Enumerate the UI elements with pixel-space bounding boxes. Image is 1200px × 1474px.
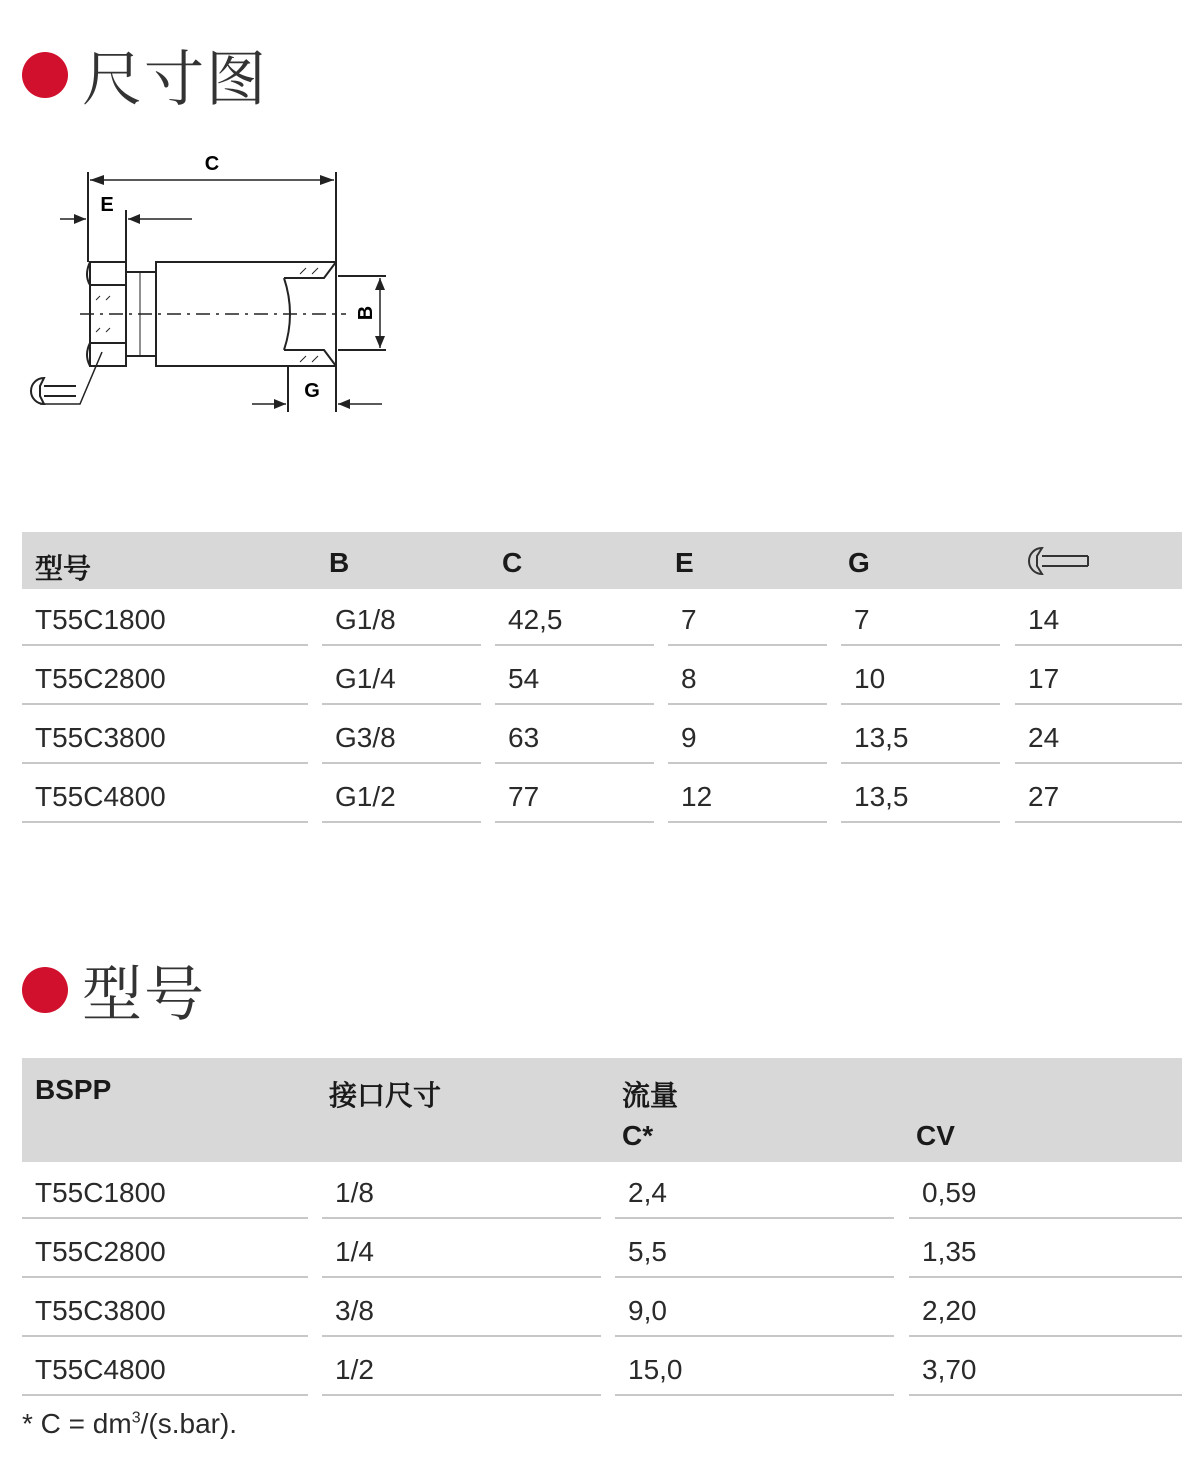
dimensions-table bbox=[22, 532, 1182, 825]
wrench-icon bbox=[1026, 544, 1090, 578]
table-cell: 24 bbox=[1015, 707, 1182, 764]
table-row bbox=[22, 1221, 1182, 1280]
table-row bbox=[22, 1339, 1182, 1398]
table-cell: 7 bbox=[668, 589, 827, 646]
table-cell: T55C2800 bbox=[22, 1221, 308, 1278]
table-body bbox=[22, 589, 1182, 825]
table-cell: 9 bbox=[668, 707, 827, 764]
table-cell: 2,20 bbox=[909, 1280, 1182, 1337]
table-cell: 1/4 bbox=[322, 1221, 601, 1278]
footnote bbox=[22, 1408, 237, 1440]
table-cell: G1/8 bbox=[322, 589, 481, 646]
table-body bbox=[22, 1162, 1182, 1398]
col-header-c-star: C* bbox=[622, 1120, 654, 1151]
section-title-models bbox=[22, 955, 206, 1030]
col-header-port-size: 接口尺寸 bbox=[329, 1080, 442, 1111]
section-title-dimensions bbox=[22, 40, 268, 115]
col-header-model: 型号 bbox=[35, 553, 92, 584]
dimension-drawing bbox=[0, 140, 420, 430]
red-bullet-icon bbox=[22, 967, 68, 1013]
table-cell: T55C1800 bbox=[22, 589, 308, 646]
table-cell: 1/2 bbox=[322, 1339, 601, 1396]
table-cell: 8 bbox=[668, 648, 827, 705]
col-header-g: G bbox=[848, 547, 870, 578]
table-cell: 63 bbox=[495, 707, 654, 764]
table-cell: 3/8 bbox=[322, 1280, 601, 1337]
table-cell: G1/2 bbox=[322, 766, 481, 823]
table-cell: 13,5 bbox=[841, 707, 1000, 764]
red-bullet-icon bbox=[22, 52, 68, 98]
table-cell: 17 bbox=[1015, 648, 1182, 705]
table-header bbox=[22, 1058, 1182, 1162]
table-cell: 1/8 bbox=[322, 1162, 601, 1219]
table-cell: 77 bbox=[495, 766, 654, 823]
table-cell: 5,5 bbox=[615, 1221, 894, 1278]
table-row bbox=[22, 589, 1182, 648]
table-cell: T55C4800 bbox=[22, 766, 308, 823]
table-cell: 3,70 bbox=[909, 1339, 1182, 1396]
col-header-bspp: BSPP bbox=[35, 1074, 112, 1105]
table-cell: 27 bbox=[1015, 766, 1182, 823]
table-cell: 13,5 bbox=[841, 766, 1000, 823]
section-title-text: 尺寸图 bbox=[82, 45, 268, 115]
table-cell: G3/8 bbox=[322, 707, 481, 764]
table-row bbox=[22, 1162, 1182, 1221]
footnote-superscript: 3 bbox=[131, 1409, 141, 1427]
table-row bbox=[22, 707, 1182, 766]
table-cell: T55C2800 bbox=[22, 648, 308, 705]
table-cell: 2,4 bbox=[615, 1162, 894, 1219]
table-cell: 54 bbox=[495, 648, 654, 705]
table-row bbox=[22, 766, 1182, 825]
table-cell: 15,0 bbox=[615, 1339, 894, 1396]
table-cell: 10 bbox=[841, 648, 1000, 705]
table-row bbox=[22, 648, 1182, 707]
wrench-icon bbox=[31, 378, 76, 404]
table-cell: 7 bbox=[841, 589, 1000, 646]
table-cell: 0,59 bbox=[909, 1162, 1182, 1219]
table-cell: 1,35 bbox=[909, 1221, 1182, 1278]
col-header-flow: 流量 bbox=[622, 1080, 679, 1111]
table-cell: T55C3800 bbox=[22, 1280, 308, 1337]
table-header bbox=[22, 532, 1182, 589]
table-cell: T55C3800 bbox=[22, 707, 308, 764]
table-cell: T55C1800 bbox=[22, 1162, 308, 1219]
table-cell: 42,5 bbox=[495, 589, 654, 646]
col-header-e: E bbox=[675, 547, 694, 578]
label-b: B bbox=[355, 305, 377, 321]
table-cell: G1/4 bbox=[322, 648, 481, 705]
table-cell: 9,0 bbox=[615, 1280, 894, 1337]
footnote-text: * C = dm bbox=[22, 1408, 132, 1439]
label-e: E bbox=[100, 194, 114, 216]
table-row bbox=[22, 1280, 1182, 1339]
section-title-text: 型号 bbox=[82, 960, 206, 1030]
footnote-text-end: /(s.bar). bbox=[140, 1408, 238, 1439]
label-g: G bbox=[304, 380, 320, 402]
col-header-cv: CV bbox=[916, 1120, 955, 1151]
col-header-c: C bbox=[502, 547, 523, 578]
label-c: C bbox=[204, 153, 220, 175]
table-cell: 12 bbox=[668, 766, 827, 823]
models-table bbox=[22, 1058, 1182, 1398]
col-header-b: B bbox=[329, 547, 350, 578]
table-cell: T55C4800 bbox=[22, 1339, 308, 1396]
table-cell: 14 bbox=[1015, 589, 1182, 646]
